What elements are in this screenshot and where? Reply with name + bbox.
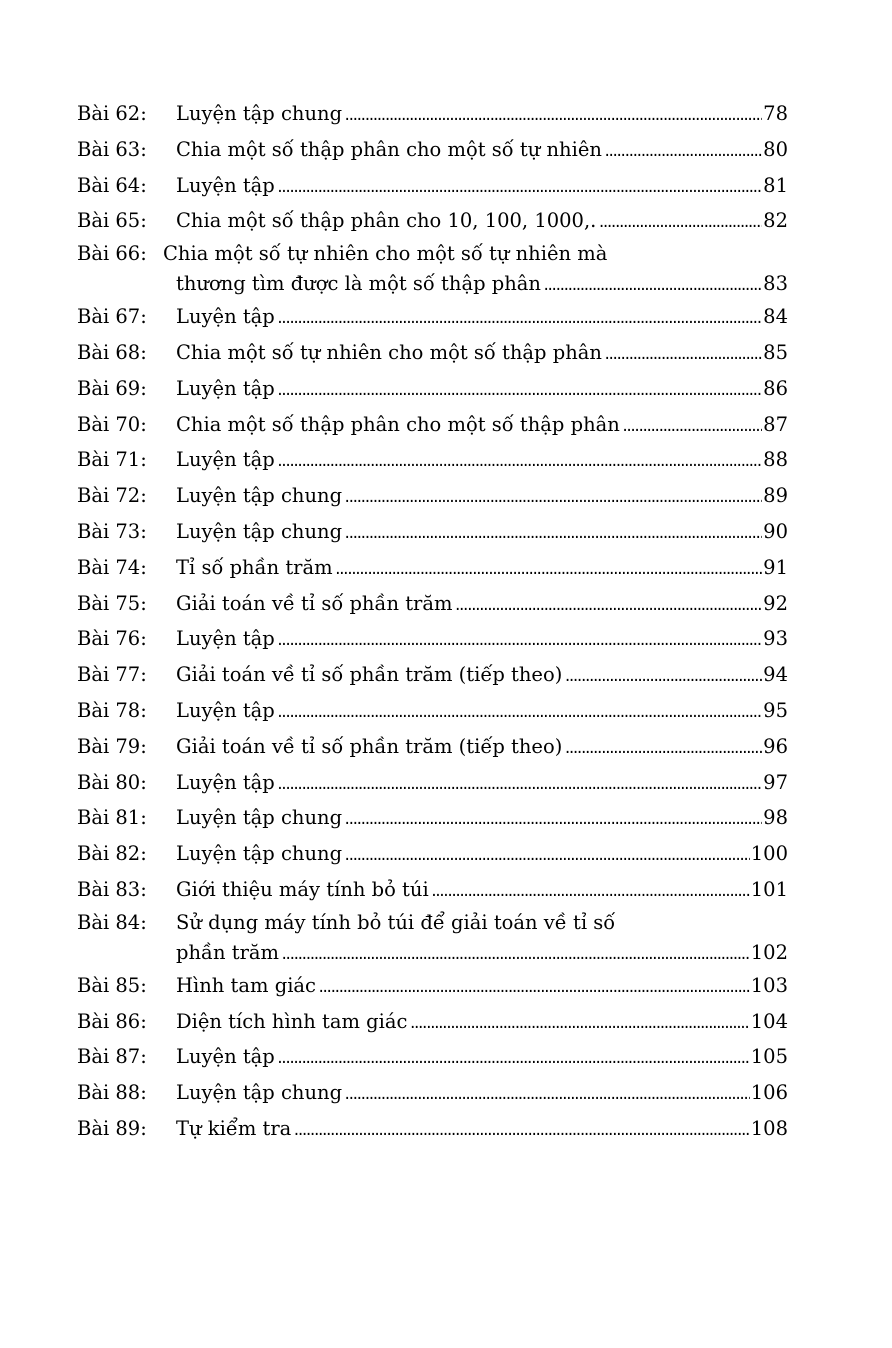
toc-entry[interactable] <box>77 132 788 168</box>
dot-leader <box>276 778 762 792</box>
toc-entry[interactable] <box>77 335 788 371</box>
page-number: 80 <box>763 137 788 161</box>
page-number: 82 <box>763 209 788 233</box>
toc-row <box>176 586 788 622</box>
lesson-number: Bài 70: <box>77 412 147 436</box>
dot-leader <box>343 109 762 123</box>
lesson-title-line2: phần trăm <box>176 940 280 964</box>
dot-leader <box>317 981 750 995</box>
dot-leader <box>343 813 762 827</box>
toc-row <box>176 693 788 729</box>
toc-row <box>176 765 788 801</box>
dot-leader <box>430 885 750 899</box>
toc-row <box>176 729 788 765</box>
toc-row <box>176 621 788 657</box>
toc-entry[interactable] <box>77 442 788 478</box>
toc-entry[interactable] <box>77 203 788 239</box>
toc-row <box>176 550 788 586</box>
page-number: 78 <box>763 102 788 125</box>
toc-row <box>176 442 788 478</box>
toc-entry[interactable] <box>77 800 788 836</box>
toc-row <box>176 514 788 550</box>
lesson-number: Bài 62: <box>77 102 147 125</box>
page-number: 86 <box>763 376 788 400</box>
lesson-number: Bài 78: <box>77 698 147 722</box>
dot-leader <box>343 849 750 863</box>
toc-row <box>176 335 788 371</box>
toc-entry[interactable] <box>77 514 788 550</box>
page-number: 96 <box>763 734 788 758</box>
toc-entry[interactable] <box>77 908 788 968</box>
toc-row <box>176 269 788 299</box>
lesson-title: Luyện tập <box>176 173 275 197</box>
toc-entry[interactable] <box>77 550 788 586</box>
page-number: 97 <box>763 770 788 794</box>
dot-leader <box>292 1124 749 1138</box>
page-number: 84 <box>763 305 788 329</box>
lesson-title: Luyện tập chung <box>176 842 343 866</box>
toc-row <box>176 1004 788 1040</box>
page-number: 103 <box>750 973 788 997</box>
page-number: 87 <box>763 412 788 436</box>
lesson-number: Bài 76: <box>77 627 147 651</box>
lesson-number: Bài 86: <box>77 1009 147 1033</box>
toc-entry[interactable] <box>77 239 788 299</box>
lesson-number: Bài 74: <box>77 555 147 579</box>
page-number: 101 <box>750 877 788 901</box>
toc-entry[interactable] <box>77 968 788 1004</box>
dot-leader <box>276 384 762 398</box>
lesson-title-line1: Sử dụng máy tính bỏ túi để giải toán về tỉ số <box>176 910 616 934</box>
toc-row <box>176 96 788 132</box>
toc-entry[interactable] <box>77 407 788 443</box>
toc-entry[interactable] <box>77 586 788 622</box>
toc-entry[interactable] <box>77 168 788 204</box>
lesson-title: Giải toán về tỉ số phần trăm (tiếp theo) <box>176 734 563 758</box>
lesson-title: Luyện tập chung <box>176 484 343 508</box>
page-number: 105 <box>750 1045 788 1069</box>
lesson-title: Luyện tập chung <box>176 806 343 830</box>
lesson-title: Luyện tập <box>176 1045 275 1069</box>
toc-row <box>176 407 788 443</box>
toc-entry[interactable] <box>77 299 788 335</box>
toc-entry[interactable] <box>77 371 788 407</box>
toc-row <box>176 168 788 204</box>
lesson-number: Bài 82: <box>77 842 147 866</box>
lesson-title: Luyện tập <box>176 627 275 651</box>
dot-leader <box>597 216 762 230</box>
toc-entry[interactable] <box>77 657 788 693</box>
lesson-number: Bài 88: <box>77 1081 147 1105</box>
lesson-title: Chia một số thập phân cho một số thập phân <box>176 412 620 436</box>
lesson-number: Bài 89: <box>77 1116 147 1140</box>
dot-leader <box>603 348 762 362</box>
lesson-title: Chia một số thập phân cho một số tự nhiên <box>176 137 602 161</box>
toc-row <box>176 872 788 908</box>
lesson-number: Bài 72: <box>77 484 147 508</box>
lesson-title: Chia một số thập phân cho 10, 100, 1000,. <box>176 209 597 233</box>
dot-leader <box>276 706 762 720</box>
lesson-number: Bài 77: <box>77 663 147 687</box>
toc-row <box>176 938 788 968</box>
toc-entry[interactable] <box>77 729 788 765</box>
lesson-number: Bài 67: <box>77 305 147 329</box>
lesson-number: Bài 68: <box>77 340 147 364</box>
page-number: 95 <box>763 698 788 722</box>
lesson-number: Bài 75: <box>77 591 147 615</box>
lesson-number: Bài 65: <box>77 209 147 233</box>
lesson-title-line1: Chia một số tự nhiên cho một số tự nhiên mà <box>163 242 608 266</box>
lesson-number: Bài 80: <box>77 770 147 794</box>
dot-leader <box>276 312 762 326</box>
dot-leader <box>276 1052 750 1066</box>
lesson-number: Bài 84: <box>77 910 147 934</box>
page-number: 104 <box>750 1009 788 1033</box>
dot-leader <box>276 455 762 469</box>
dot-leader <box>453 599 762 613</box>
lesson-title: Giải toán về tỉ số phần trăm (tiếp theo) <box>176 663 563 687</box>
toc-row <box>176 1039 788 1075</box>
toc-entry[interactable] <box>77 478 788 514</box>
lesson-title: Luyện tập <box>176 770 275 794</box>
page-number: 85 <box>763 340 788 364</box>
lesson-title: Luyện tập <box>176 698 275 722</box>
page-number: 93 <box>763 627 788 651</box>
toc-entry[interactable] <box>77 1075 788 1111</box>
toc-row <box>176 1075 788 1111</box>
dot-leader <box>408 1017 749 1031</box>
table-of-contents <box>77 96 788 1147</box>
dot-leader <box>343 491 762 505</box>
lesson-title: Giới thiệu máy tính bỏ túi <box>176 877 429 901</box>
lesson-number: Bài 85: <box>77 973 147 997</box>
toc-entry[interactable] <box>77 1111 788 1147</box>
lesson-title: Luyện tập <box>176 448 275 472</box>
toc-row <box>176 203 788 239</box>
lesson-title: Giải toán về tỉ số phần trăm <box>176 591 453 615</box>
dot-leader <box>276 181 762 195</box>
page-number: 106 <box>750 1081 788 1105</box>
toc-entry[interactable] <box>77 693 788 729</box>
lesson-title: Luyện tập chung <box>176 519 343 543</box>
lesson-title: Luyện tập chung <box>176 1081 343 1105</box>
lesson-number: Bài 87: <box>77 1045 147 1069</box>
lesson-number: Bài 79: <box>77 734 147 758</box>
toc-row <box>176 800 788 836</box>
lesson-number: Bài 73: <box>77 519 147 543</box>
page-number: 102 <box>750 940 788 964</box>
page-number: 90 <box>763 519 788 543</box>
page-number: 88 <box>763 448 788 472</box>
toc-row <box>176 1111 788 1147</box>
toc-entry[interactable] <box>77 96 788 132</box>
page-number: 81 <box>763 173 788 197</box>
page-number: 89 <box>763 484 788 508</box>
lesson-title: Tỉ số phần trăm <box>176 555 333 579</box>
lesson-number: Bài 64: <box>77 173 147 197</box>
dot-leader <box>334 563 763 577</box>
lesson-number: Bài 69: <box>77 376 147 400</box>
lesson-title-line2: thương tìm được là một số thập phân <box>176 272 541 296</box>
lesson-number: Bài 66: <box>77 242 147 266</box>
page-number: 94 <box>763 663 788 687</box>
dot-leader <box>343 1088 750 1102</box>
lesson-number: Bài 71: <box>77 448 147 472</box>
dot-leader <box>603 145 762 159</box>
lesson-title: Tự kiểm tra <box>176 1116 292 1140</box>
lesson-number: Bài 83: <box>77 877 147 901</box>
lesson-title: Luyện tập <box>176 376 275 400</box>
page-number: 98 <box>763 806 788 830</box>
toc-row <box>176 968 788 1004</box>
toc-row <box>176 371 788 407</box>
lesson-title: Hình tam giác <box>176 973 316 997</box>
dot-leader <box>563 670 762 684</box>
lesson-title: Luyện tập <box>176 305 275 329</box>
page-number: 83 <box>763 272 788 296</box>
toc-entry[interactable] <box>77 836 788 872</box>
page-number: 100 <box>750 842 788 866</box>
dot-leader <box>542 279 762 293</box>
toc-entry[interactable] <box>77 1039 788 1075</box>
lesson-title: Diện tích hình tam giác <box>176 1009 408 1033</box>
toc-row <box>176 132 788 168</box>
toc-entry[interactable] <box>77 621 788 657</box>
dot-leader <box>280 948 750 962</box>
toc-entry[interactable] <box>77 872 788 908</box>
toc-entry[interactable] <box>77 1004 788 1040</box>
page-number: 108 <box>750 1116 788 1140</box>
lesson-number: Bài 81: <box>77 806 147 830</box>
lesson-title: Luyện tập chung <box>176 102 343 125</box>
page-number: 91 <box>763 555 788 579</box>
toc-row <box>176 299 788 335</box>
dot-leader <box>276 634 762 648</box>
lesson-number: Bài 63: <box>77 137 147 161</box>
dot-leader <box>343 527 762 541</box>
toc-row <box>176 478 788 514</box>
lesson-title: Chia một số tự nhiên cho một số thập phân <box>176 340 602 364</box>
dot-leader <box>563 742 762 756</box>
toc-row <box>176 657 788 693</box>
toc-row <box>176 836 788 872</box>
page-number: 92 <box>763 591 788 615</box>
toc-entry[interactable] <box>77 765 788 801</box>
dot-leader <box>621 420 762 434</box>
